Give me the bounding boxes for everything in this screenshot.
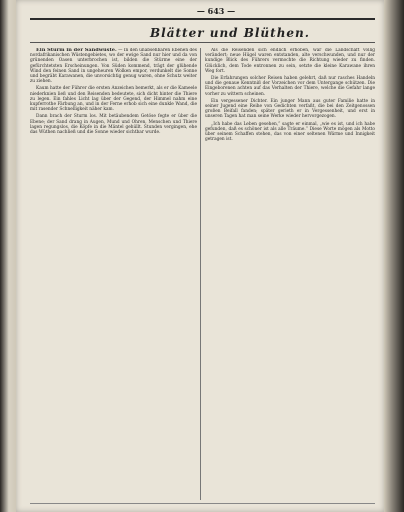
top-rule xyxy=(30,18,375,20)
article-paragraph: „Ich habe das Leben gesehen,“ sagte er einmal, „wie es ist, und ich habe gefunden, daß es schöner ist als alle Träume.“ Diese Worte mögen als Motto über seinem Schaffen stehen, das von einer seltenen Wärme und Innigkeit getragen ist. xyxy=(205,121,375,143)
left-column xyxy=(30,48,197,500)
column-divider xyxy=(200,48,201,500)
article-paragraph: Ein vergessener Dichter. Ein junger Mann aus guter Familie hatte in seiner Jugend eine Reihe von Gedichten verfaßt, die bei den Zeitgenossen großen Beifall fanden; später gerieth er in Vergessenheit, und erst in unseren Tagen hat man seine Werke wieder hervorgezogen. xyxy=(205,98,375,120)
article-title: Ein Sturm in der Sandwüste. xyxy=(36,48,117,53)
page-number: — 643 — xyxy=(196,6,236,16)
article-paragraph xyxy=(30,48,197,84)
article-paragraph: Als die Reisenden sich endlich erhoben, war die Landschaft völlig verändert; neue Hügel waren entstanden, alte verschwunden, und nur der kundige Blick des Führers vermochte die Richtung wieder zu finden. Glücklich, dem Tode entronnen zu sein, setzte die kleine Karawane ihren Weg fort. xyxy=(205,48,375,74)
right-column xyxy=(205,48,375,500)
left-page-edge xyxy=(0,0,16,512)
article-paragraph: Dann brach der Sturm los. Mit betäubendem Getöse fegte er über die Ebene; der Sand drang in Augen, Mund und Ohren, Menschen und Thiere lagen regungslos, die Köpfe in die Mäntel gehüllt. Stunden vergingen, ehe das Wüthen nachließ und die Sonne wieder sichtbar wurde. xyxy=(30,114,197,136)
book-spine-edge xyxy=(384,0,404,512)
article-paragraph: Die Erfahrungen solcher Reisen haben gelehrt, daß nur rasches Handeln und die genaue Kenntniß der Vorzeichen vor dem Untergange schützen. Die Eingeborenen achten auf das Verhalten der Thiere, welche die Gefahr lange vorher zu wittern scheinen. xyxy=(205,76,375,97)
article-text: — In den unabsehbaren Ebenen des nordafrikanischen Wüstengebietes, wo der ewige Sand nur hier und da von grünenden Oasen unterbrochen ist, bilden die Stürme eine der gefürchtetsten Erscheinungen. Von Süden kommend, trägt der glühende Wind den feinen Sand in ungeheuren Wolken empor, verdunkelt die Sonne und begräbt Karawanen, die unvorsichtig genug waren, ohne Schutz weiter zu ziehen. xyxy=(30,48,197,85)
article-paragraph: Kaum hatte der Führer die ersten Anzeichen bemerkt, als er die Kameele niederknien ließ und den Reisenden bedeutete, sich dicht hinter die Thiere zu legen. Ein fahles Licht lag über der Gegend, der Himmel nahm eine kupferrothe Färbung an, und in der Ferne erhob sich eine dunkle Wand, die mit rasender Schnelligkeit näher kam. xyxy=(30,86,197,113)
bottom-rule xyxy=(30,503,375,504)
heading-rule xyxy=(30,42,375,43)
section-heading: Blätter und Blüthen. xyxy=(150,26,310,40)
